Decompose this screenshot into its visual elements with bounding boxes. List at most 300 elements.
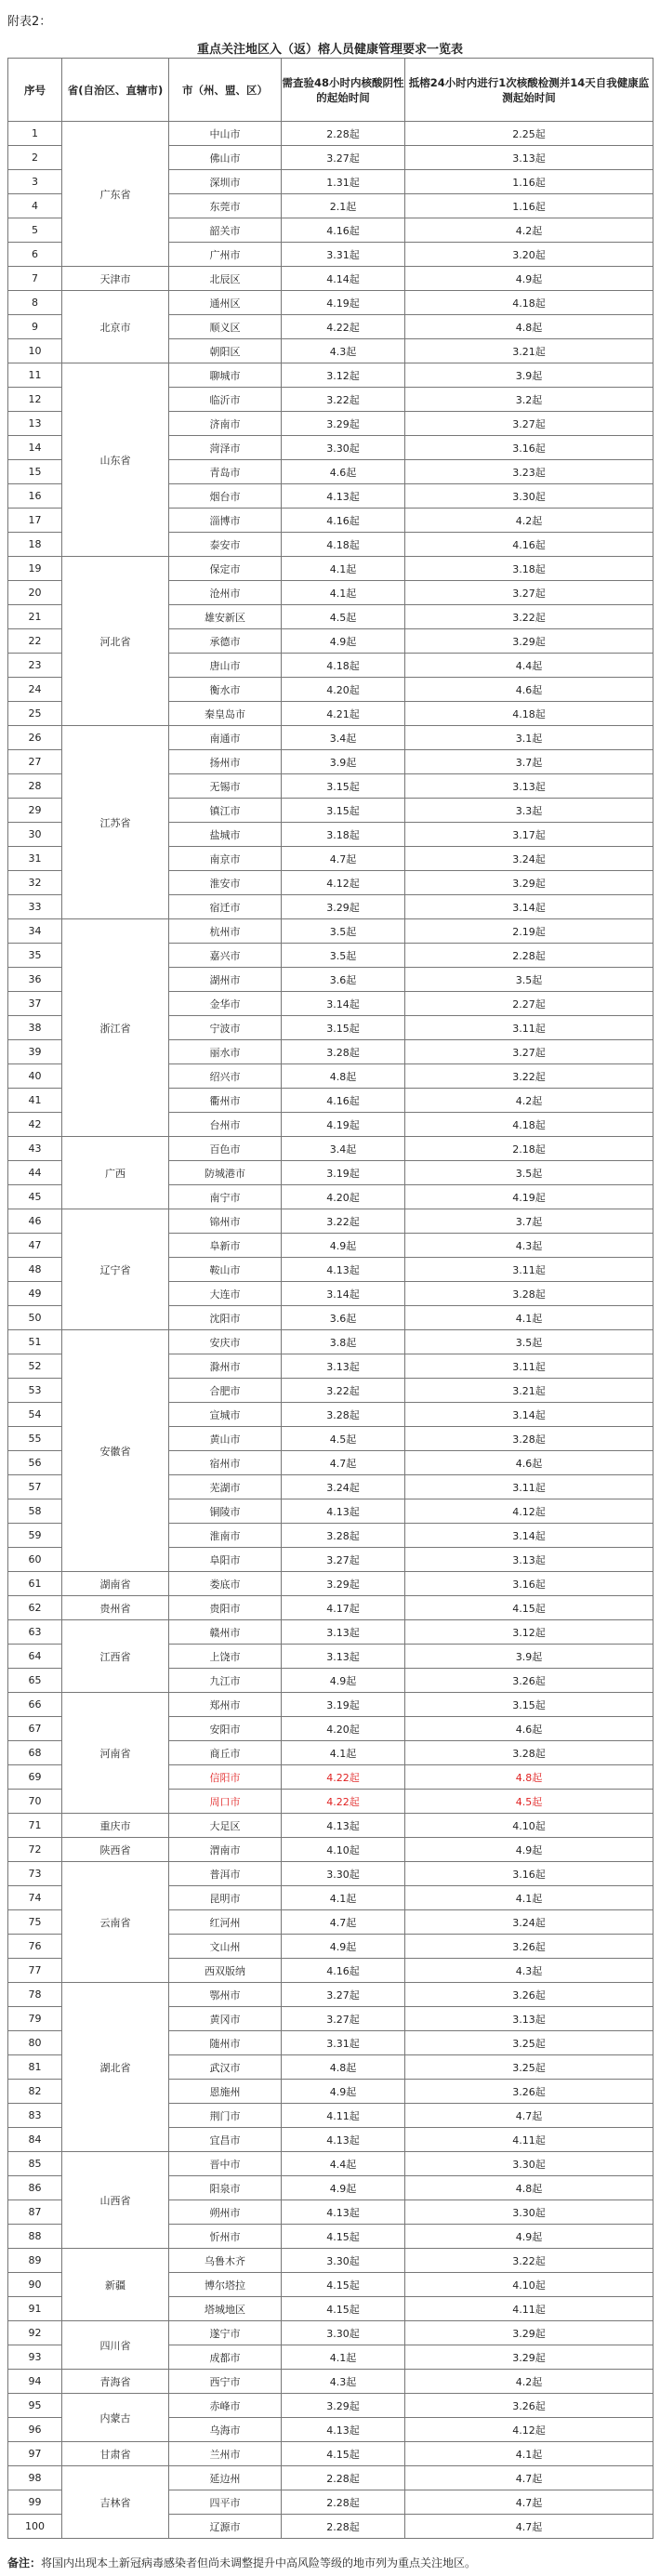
- cell-test48: 4.3起: [282, 339, 405, 363]
- cell-test24: 3.20起: [405, 243, 653, 267]
- cell-province: 重庆市: [62, 1814, 169, 1838]
- header-test24: 抵榕24小时内进行1次核酸检测并14天自我健康监测起始时间: [405, 59, 653, 122]
- cell-test48: 4.13起: [282, 2128, 405, 2152]
- cell-seq: 4: [8, 194, 62, 218]
- cell-seq: 35: [8, 944, 62, 968]
- cell-seq: 56: [8, 1451, 62, 1475]
- table-row: [8, 2442, 653, 2466]
- cell-city: 鞍山市: [169, 1258, 282, 1282]
- cell-test24: 4.10起: [405, 1814, 653, 1838]
- cell-test24: 4.11起: [405, 2297, 653, 2321]
- cell-city: 晋中市: [169, 2152, 282, 2176]
- cell-seq: 80: [8, 2031, 62, 2055]
- cell-city: 宿州市: [169, 1451, 282, 1475]
- cell-city: 青岛市: [169, 460, 282, 484]
- cell-province: 广东省: [62, 122, 169, 267]
- cell-test48: 4.13起: [282, 484, 405, 509]
- cell-test24: 3.14起: [405, 1403, 653, 1427]
- cell-test48: 3.15起: [282, 799, 405, 823]
- cell-seq: 51: [8, 1330, 62, 1354]
- cell-test24: 3.27起: [405, 412, 653, 436]
- cell-test24: 4.2起: [405, 2370, 653, 2394]
- cell-seq: 85: [8, 2152, 62, 2176]
- cell-seq: 74: [8, 1886, 62, 1910]
- cell-city: 深圳市: [169, 170, 282, 194]
- table-row: [8, 1838, 653, 1862]
- cell-test48: 3.30起: [282, 1862, 405, 1886]
- cell-test48: 4.9起: [282, 2080, 405, 2104]
- cell-city: 泰安市: [169, 533, 282, 557]
- cell-city: 金华市: [169, 992, 282, 1016]
- cell-seq: 78: [8, 1983, 62, 2007]
- cell-test48: 4.16起: [282, 1089, 405, 1113]
- cell-test48: 3.19起: [282, 1693, 405, 1717]
- cell-seq: 46: [8, 1209, 62, 1234]
- cell-city: 东莞市: [169, 194, 282, 218]
- cell-test24: 4.4起: [405, 654, 653, 678]
- cell-seq: 57: [8, 1475, 62, 1499]
- cell-city: 四平市: [169, 2490, 282, 2515]
- cell-test24: 3.30起: [405, 484, 653, 509]
- cell-seq: 28: [8, 774, 62, 799]
- cell-test24: 2.28起: [405, 944, 653, 968]
- cell-seq: 48: [8, 1258, 62, 1282]
- cell-test48: 3.27起: [282, 2007, 405, 2031]
- cell-province: 浙江省: [62, 919, 169, 1137]
- cell-province: 山东省: [62, 363, 169, 557]
- cell-city: 恩施州: [169, 2080, 282, 2104]
- cell-city: 淄博市: [169, 509, 282, 533]
- cell-province: 江西省: [62, 1620, 169, 1693]
- cell-test24: 2.25起: [405, 122, 653, 146]
- cell-city: 临沂市: [169, 388, 282, 412]
- cell-test48: 3.4起: [282, 726, 405, 750]
- cell-seq: 72: [8, 1838, 62, 1862]
- cell-city: 秦皇岛市: [169, 702, 282, 726]
- cell-seq: 26: [8, 726, 62, 750]
- cell-test48: 4.20起: [282, 1185, 405, 1209]
- cell-test24: 3.25起: [405, 2055, 653, 2080]
- cell-test48: 4.7起: [282, 1451, 405, 1475]
- cell-test48: 3.15起: [282, 1016, 405, 1040]
- cell-city: 菏泽市: [169, 436, 282, 460]
- cell-city: 盐城市: [169, 823, 282, 847]
- cell-test24: 4.7起: [405, 2104, 653, 2128]
- cell-city: 济南市: [169, 412, 282, 436]
- cell-test48: 2.1起: [282, 194, 405, 218]
- cell-test48: 4.16起: [282, 218, 405, 243]
- cell-test48: 3.6起: [282, 968, 405, 992]
- cell-city: 红河州: [169, 1910, 282, 1935]
- cell-test48: 3.30起: [282, 2321, 405, 2345]
- cell-test24: 2.18起: [405, 1137, 653, 1161]
- cell-seq: 63: [8, 1620, 62, 1645]
- cell-seq: 79: [8, 2007, 62, 2031]
- cell-city: 衢州市: [169, 1089, 282, 1113]
- cell-test48: 4.8起: [282, 2055, 405, 2080]
- cell-seq: 58: [8, 1499, 62, 1524]
- cell-province: 四川省: [62, 2321, 169, 2370]
- cell-seq: 67: [8, 1717, 62, 1741]
- cell-city: 扬州市: [169, 750, 282, 774]
- cell-city: 聊城市: [169, 363, 282, 388]
- table-title: 重点关注地区入（返）榕人员健康管理要求一览表: [196, 43, 463, 57]
- cell-test24: 4.8起: [405, 315, 653, 339]
- table-row: [8, 2152, 653, 2176]
- cell-test24: 4.7起: [405, 2515, 653, 2539]
- cell-seq: 98: [8, 2466, 62, 2490]
- cell-test48: 4.19起: [282, 1113, 405, 1137]
- cell-seq: 21: [8, 605, 62, 629]
- cell-seq: 24: [8, 678, 62, 702]
- cell-city: 大连市: [169, 1282, 282, 1306]
- cell-test48: 3.24起: [282, 1475, 405, 1499]
- cell-city: 遂宁市: [169, 2321, 282, 2345]
- cell-test24: 3.9起: [405, 1645, 653, 1669]
- cell-test48: 3.12起: [282, 363, 405, 388]
- cell-test48: 3.27起: [282, 146, 405, 170]
- cell-test48: 4.16起: [282, 509, 405, 533]
- cell-test48: 4.12起: [282, 871, 405, 895]
- cell-seq: 44: [8, 1161, 62, 1185]
- cell-test48: 3.31起: [282, 243, 405, 267]
- cell-test48: 4.1起: [282, 557, 405, 581]
- cell-seq: 20: [8, 581, 62, 605]
- cell-test48: 4.1起: [282, 2345, 405, 2370]
- cell-seq: 15: [8, 460, 62, 484]
- cell-test48: 4.7起: [282, 1910, 405, 1935]
- cell-test24: 3.12起: [405, 1620, 653, 1645]
- cell-city: 乌海市: [169, 2418, 282, 2442]
- cell-province: 山西省: [62, 2152, 169, 2249]
- cell-city: 朝阳区: [169, 339, 282, 363]
- note-text: 将国内出现本土新冠病毒感染者但尚未调整提升中高风险等级的地市列为重点关注地区。: [41, 2556, 477, 2569]
- cell-test24: 4.12起: [405, 2418, 653, 2442]
- cell-city: 佛山市: [169, 146, 282, 170]
- cell-city: 普洱市: [169, 1862, 282, 1886]
- cell-seq: 54: [8, 1403, 62, 1427]
- cell-test48: 4.9起: [282, 1935, 405, 1959]
- cell-test48: 4.1起: [282, 1741, 405, 1765]
- cell-seq: 38: [8, 1016, 62, 1040]
- cell-seq: 1: [8, 122, 62, 146]
- cell-city: 郑州市: [169, 1693, 282, 1717]
- cell-seq: 19: [8, 557, 62, 581]
- cell-city: 百色市: [169, 1137, 282, 1161]
- cell-test24: 3.13起: [405, 1548, 653, 1572]
- cell-test24: 4.3起: [405, 1234, 653, 1258]
- cell-test24: 4.2起: [405, 218, 653, 243]
- cell-test24: 4.19起: [405, 1185, 653, 1209]
- cell-city: 沈阳市: [169, 1306, 282, 1330]
- cell-city: 大足区: [169, 1814, 282, 1838]
- cell-city: 阳泉市: [169, 2176, 282, 2200]
- cell-seq: 34: [8, 919, 62, 944]
- cell-test48: 2.28起: [282, 2466, 405, 2490]
- cell-test24: 3.24起: [405, 847, 653, 871]
- cell-seq: 53: [8, 1379, 62, 1403]
- cell-seq: 73: [8, 1862, 62, 1886]
- cell-province: 甘肃省: [62, 2442, 169, 2466]
- cell-seq: 62: [8, 1596, 62, 1620]
- cell-test24: 3.5起: [405, 1330, 653, 1354]
- cell-province: 湖南省: [62, 1572, 169, 1596]
- cell-test24: 3.7起: [405, 750, 653, 774]
- cell-city: 合肥市: [169, 1379, 282, 1403]
- cell-seq: 71: [8, 1814, 62, 1838]
- cell-test48: 3.6起: [282, 1306, 405, 1330]
- cell-test24: 3.3起: [405, 799, 653, 823]
- table-row: [8, 2370, 653, 2394]
- cell-city: 保定市: [169, 557, 282, 581]
- cell-test24: 3.28起: [405, 1282, 653, 1306]
- cell-test48: 4.20起: [282, 678, 405, 702]
- cell-city: 绍兴市: [169, 1064, 282, 1089]
- cell-seq: 89: [8, 2249, 62, 2273]
- cell-seq: 23: [8, 654, 62, 678]
- cell-test24: 4.11起: [405, 2128, 653, 2152]
- cell-seq: 18: [8, 533, 62, 557]
- table-row: [8, 291, 653, 315]
- cell-test24: 3.29起: [405, 871, 653, 895]
- cell-test24: 4.7起: [405, 2490, 653, 2515]
- cell-test24: 3.22起: [405, 2249, 653, 2273]
- cell-test24: 4.5起: [405, 1790, 653, 1814]
- cell-test48: 4.15起: [282, 2225, 405, 2249]
- cell-city: 成都市: [169, 2345, 282, 2370]
- cell-seq: 64: [8, 1645, 62, 1669]
- cell-city: 黄山市: [169, 1427, 282, 1451]
- cell-test48: 3.5起: [282, 944, 405, 968]
- header-city: 市（州、盟、区）: [169, 59, 282, 122]
- cell-city: 嘉兴市: [169, 944, 282, 968]
- cell-seq: 8: [8, 291, 62, 315]
- cell-test48: 4.9起: [282, 1669, 405, 1693]
- cell-city: 赤峰市: [169, 2394, 282, 2418]
- cell-test48: 4.18起: [282, 533, 405, 557]
- cell-test48: 1.31起: [282, 170, 405, 194]
- cell-city: 鄂州市: [169, 1983, 282, 2007]
- cell-seq: 99: [8, 2490, 62, 2515]
- cell-seq: 47: [8, 1234, 62, 1258]
- cell-test24: 4.6起: [405, 678, 653, 702]
- cell-test24: 3.13起: [405, 774, 653, 799]
- cell-seq: 75: [8, 1910, 62, 1935]
- cell-province: 青海省: [62, 2370, 169, 2394]
- cell-test24: 3.25起: [405, 2031, 653, 2055]
- cell-province: 安徽省: [62, 1330, 169, 1572]
- cell-city: 丽水市: [169, 1040, 282, 1064]
- cell-city: 九江市: [169, 1669, 282, 1693]
- cell-city: 安阳市: [169, 1717, 282, 1741]
- cell-city: 荆门市: [169, 2104, 282, 2128]
- cell-province: 陕西省: [62, 1838, 169, 1862]
- cell-seq: 70: [8, 1790, 62, 1814]
- cell-seq: 40: [8, 1064, 62, 1089]
- cell-seq: 33: [8, 895, 62, 919]
- cell-city: 乌鲁木齐: [169, 2249, 282, 2273]
- table-row: [8, 557, 653, 581]
- cell-seq: 91: [8, 2297, 62, 2321]
- cell-test24: 3.27起: [405, 581, 653, 605]
- cell-seq: 43: [8, 1137, 62, 1161]
- cell-seq: 31: [8, 847, 62, 871]
- cell-test48: 3.15起: [282, 774, 405, 799]
- cell-test24: 4.6起: [405, 1451, 653, 1475]
- cell-test48: 3.8起: [282, 1330, 405, 1354]
- table-row: [8, 1572, 653, 1596]
- cell-city: 承德市: [169, 629, 282, 654]
- cell-test48: 3.5起: [282, 919, 405, 944]
- cell-seq: 69: [8, 1765, 62, 1790]
- cell-test48: 3.29起: [282, 2394, 405, 2418]
- cell-test48: 4.9起: [282, 2176, 405, 2200]
- cell-city: 烟台市: [169, 484, 282, 509]
- cell-test24: 3.21起: [405, 1379, 653, 1403]
- cell-seq: 77: [8, 1959, 62, 1983]
- cell-province: 河南省: [62, 1693, 169, 1814]
- cell-seq: 45: [8, 1185, 62, 1209]
- cell-test48: 3.22起: [282, 1209, 405, 1234]
- cell-city: 武汉市: [169, 2055, 282, 2080]
- cell-test24: 3.23起: [405, 460, 653, 484]
- cell-city: 通州区: [169, 291, 282, 315]
- cell-test24: 4.8起: [405, 2176, 653, 2200]
- cell-test24: 4.7起: [405, 2466, 653, 2490]
- cell-test24: 3.15起: [405, 1693, 653, 1717]
- cell-city: 芜湖市: [169, 1475, 282, 1499]
- cell-seq: 17: [8, 509, 62, 533]
- cell-seq: 66: [8, 1693, 62, 1717]
- table-row: [8, 919, 653, 944]
- table-row: [8, 1137, 653, 1161]
- cell-test48: 4.22起: [282, 1765, 405, 1790]
- cell-test24: 3.2起: [405, 388, 653, 412]
- cell-test24: 4.2起: [405, 509, 653, 533]
- cell-test48: 3.29起: [282, 1572, 405, 1596]
- cell-city: 南京市: [169, 847, 282, 871]
- cell-province: 湖北省: [62, 1983, 169, 2152]
- cell-city: 宁波市: [169, 1016, 282, 1040]
- cell-province: 贵州省: [62, 1596, 169, 1620]
- cell-test24: 3.13起: [405, 2007, 653, 2031]
- cell-test48: 4.15起: [282, 2273, 405, 2297]
- cell-seq: 30: [8, 823, 62, 847]
- cell-test48: 3.13起: [282, 1645, 405, 1669]
- cell-test24: 3.26起: [405, 1669, 653, 1693]
- cell-test24: 4.18起: [405, 1113, 653, 1137]
- cell-test24: 4.18起: [405, 702, 653, 726]
- cell-seq: 9: [8, 315, 62, 339]
- cell-city: 中山市: [169, 122, 282, 146]
- cell-test48: 4.1起: [282, 581, 405, 605]
- header-seq: 序号: [8, 59, 62, 122]
- cell-test24: 3.7起: [405, 1209, 653, 1234]
- cell-seq: 3: [8, 170, 62, 194]
- cell-city: 商丘市: [169, 1741, 282, 1765]
- table-row: [8, 1693, 653, 1717]
- cell-test24: 3.30起: [405, 2200, 653, 2225]
- cell-seq: 49: [8, 1282, 62, 1306]
- cell-test48: 4.17起: [282, 1596, 405, 1620]
- cell-test48: 2.28起: [282, 2515, 405, 2539]
- cell-test24: 3.5起: [405, 1161, 653, 1185]
- cell-test24: 3.11起: [405, 1258, 653, 1282]
- cell-test48: 4.5起: [282, 1427, 405, 1451]
- cell-test48: 4.13起: [282, 1499, 405, 1524]
- table-row: [8, 1209, 653, 1234]
- cell-province: 云南省: [62, 1862, 169, 1983]
- cell-test24: 3.26起: [405, 1935, 653, 1959]
- cell-test24: 3.18起: [405, 557, 653, 581]
- cell-seq: 88: [8, 2225, 62, 2249]
- cell-test24: 3.26起: [405, 2080, 653, 2104]
- cell-seq: 86: [8, 2176, 62, 2200]
- cell-seq: 39: [8, 1040, 62, 1064]
- cell-test24: 3.22起: [405, 1064, 653, 1089]
- cell-seq: 60: [8, 1548, 62, 1572]
- cell-seq: 12: [8, 388, 62, 412]
- cell-test48: 4.5起: [282, 605, 405, 629]
- cell-seq: 50: [8, 1306, 62, 1330]
- table-row: [8, 122, 653, 146]
- cell-city: 上饶市: [169, 1645, 282, 1669]
- cell-test24: 3.27起: [405, 1040, 653, 1064]
- cell-seq: 36: [8, 968, 62, 992]
- cell-test24: 2.27起: [405, 992, 653, 1016]
- cell-province: 内蒙古: [62, 2394, 169, 2442]
- cell-test24: 4.16起: [405, 533, 653, 557]
- cell-city: 渭南市: [169, 1838, 282, 1862]
- cell-test48: 4.13起: [282, 1814, 405, 1838]
- cell-city: 无锡市: [169, 774, 282, 799]
- cell-province: 新疆: [62, 2249, 169, 2321]
- cell-seq: 6: [8, 243, 62, 267]
- note-label: 备注：: [7, 2556, 42, 2569]
- cell-test24: 4.9起: [405, 2225, 653, 2249]
- cell-city: 衡水市: [169, 678, 282, 702]
- cell-seq: 100: [8, 2515, 62, 2539]
- cell-test48: 3.14起: [282, 1282, 405, 1306]
- cell-seq: 61: [8, 1572, 62, 1596]
- cell-test24: 3.29起: [405, 629, 653, 654]
- cell-test48: 4.3起: [282, 2370, 405, 2394]
- cell-city: 赣州市: [169, 1620, 282, 1645]
- cell-province: 江苏省: [62, 726, 169, 919]
- cell-seq: 52: [8, 1354, 62, 1379]
- cell-province: 吉林省: [62, 2466, 169, 2539]
- cell-seq: 83: [8, 2104, 62, 2128]
- cell-test24: 3.11起: [405, 1475, 653, 1499]
- cell-city: 宣城市: [169, 1403, 282, 1427]
- cell-test24: 3.21起: [405, 339, 653, 363]
- table-row: [8, 1814, 653, 1838]
- cell-city: 镇江市: [169, 799, 282, 823]
- cell-city: 周口市: [169, 1790, 282, 1814]
- cell-city: 阜新市: [169, 1234, 282, 1258]
- cell-test24: 3.22起: [405, 605, 653, 629]
- cell-seq: 84: [8, 2128, 62, 2152]
- cell-test24: 4.8起: [405, 1765, 653, 1790]
- cell-seq: 11: [8, 363, 62, 388]
- table-row: [8, 2321, 653, 2345]
- cell-test48: 4.6起: [282, 460, 405, 484]
- cell-test48: 3.22起: [282, 1379, 405, 1403]
- cell-test48: 4.7起: [282, 847, 405, 871]
- cell-seq: 95: [8, 2394, 62, 2418]
- table-row: [8, 2466, 653, 2490]
- cell-test48: 4.9起: [282, 629, 405, 654]
